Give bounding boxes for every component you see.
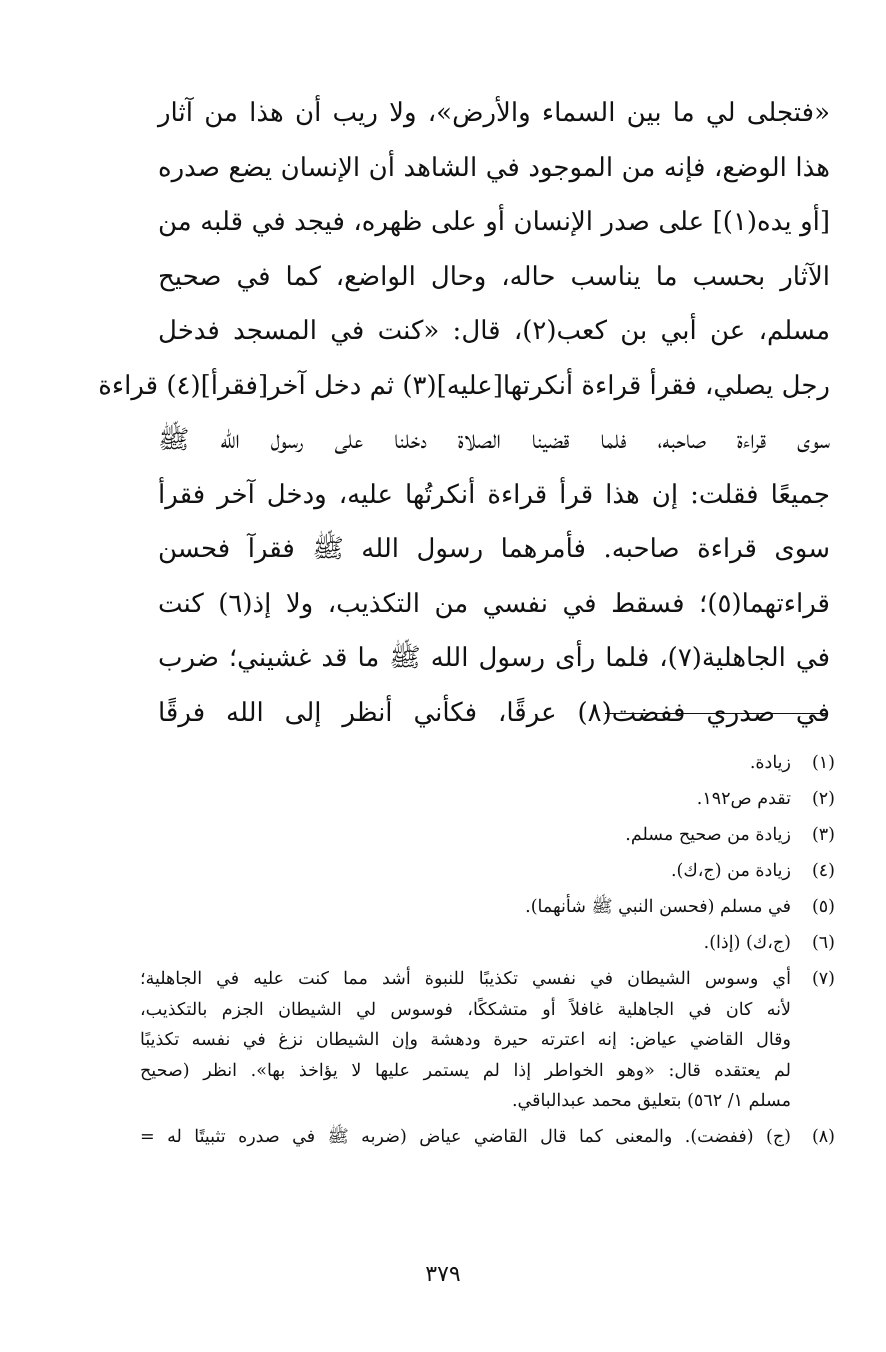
footnote-number: (٨) [811, 1126, 835, 1147]
footnote-8 [140, 1122, 835, 1153]
main-text-block [98, 86, 830, 740]
page-number: ٣٧٩ [425, 1262, 461, 1287]
footnote-text [140, 928, 791, 959]
footnote-text [140, 1122, 791, 1153]
footnote-line: لأنه كان في الجاهلية غافلاً أو متشككًا، فوسوس لي الشيطان الجزم بالتكذيب، [140, 999, 791, 1020]
footnote-text [140, 856, 791, 887]
footnote-5 [140, 892, 835, 923]
footnote-line: تقدم ص١٩٢. [696, 789, 791, 809]
footnote-4 [140, 856, 835, 887]
footnote-separator [605, 713, 827, 714]
main-text-line-11: في الجاهلية(٧)، فلما رأى رسول الله ﷺ ما قد غشيني؛ ضرب [158, 643, 830, 673]
footnote-text [140, 748, 791, 779]
main-text-line-3: [أو يده(١)] على صدر الإنسان أو على ظهره، فيجد في قلبه من [158, 207, 830, 237]
footnote-number: (٧) [811, 969, 835, 989]
footnote-line: (ج) (ففضت). والمعنى كما قال القاضي عياض (ضربه ﷺ في صدره تثبيتًا له = [140, 1126, 791, 1147]
footnote-number: (٤) [811, 861, 835, 881]
main-text-line-7: سوى قراءة صاحبه، فلما قضينا الصلاة دخلنا على رسول الله ﷺ [158, 425, 830, 455]
main-text-line-12: في صدري ففضت(٨) عرقًا، فكأني أنظر إلى الله فرقًا [158, 697, 830, 728]
footnote-1 [140, 748, 835, 779]
footnote-number: (٥) [811, 897, 835, 917]
footnote-7 [140, 964, 835, 1117]
footnote-line: أي وسوس الشيطان في نفسي تكذيبًا للنبوة أشد مما كنت عليه في الجاهلية؛ [140, 969, 791, 989]
footnote-number: (٢) [811, 789, 835, 809]
main-text-line-2: هذا الوضع، فإنه من الموجود في الشاهد أن الإنسان يضع صدره [158, 152, 830, 183]
main-text-line-9: سوى قراءة صاحبه. فأمرهما رسول الله ﷺ فقرآ فحسن [158, 534, 830, 564]
footnote-text [140, 784, 791, 815]
footnote-text [140, 820, 791, 851]
footnote-number: (١) [811, 753, 835, 773]
main-text-line-5: مسلم، عن أبي بن كعب(٢)، قال: «كنت في المسجد فدخل [158, 316, 830, 346]
footnote-text [140, 892, 791, 923]
footnote-line: زيادة. [749, 753, 791, 773]
main-text-line-10: قراءتهما(٥)؛ فسقط في نفسي من التكذيب، ولا إذ(٦) كنت [158, 588, 830, 619]
footnotes [140, 748, 835, 1158]
main-text-line-6: رجل يصلي، فقرأ قراءة أنكرتها[عليه](٣) ثم دخل آخر[فقرأ](٤) قراءة [98, 370, 830, 401]
main-text-line-1: «فتجلى لي ما بين السماء والأرض»، ولا ريب أن هذا من آثار [158, 98, 830, 128]
footnote-line: زيادة من صحيح مسلم. [625, 825, 791, 845]
main-text-line-8: جميعًا فقلت: إن هذا قرأ قراءة أنكرتُها عليه، ودخل آخر فقرأ [158, 479, 830, 510]
footnote-3 [140, 820, 835, 851]
footnote-line: زيادة من (ج،ك). [670, 861, 791, 881]
main-text-line-4: الآثار بحسب ما يناسب حاله، وحال الواضع، كما في صحيح [158, 261, 830, 292]
footnote-2 [140, 784, 835, 815]
footnote-line: وقال القاضي عياض: إنه اعترته حيرة ودهشة وإن الشيطان نزغ في نفسه تكذيبًا [140, 1030, 791, 1050]
footnote-line: مسلم ١/ ٥٦٢) بتعليق محمد عبدالباقي. [511, 1091, 791, 1111]
footnote-number: (٣) [811, 825, 835, 845]
footnote-line: لم يعتقده قال: «وهو الخواطر إذا لم يستمر عليها لا يؤاخذ بها». انظر (صحيح [140, 1060, 791, 1081]
footnote-6 [140, 928, 835, 959]
footnote-line: (ج،ك) (إذا). [703, 933, 791, 953]
footnote-line: في مسلم (فحسن النبي ﷺ شأنهما). [525, 897, 791, 917]
footnote-number: (٦) [811, 933, 835, 953]
footnote-text [140, 964, 791, 1117]
